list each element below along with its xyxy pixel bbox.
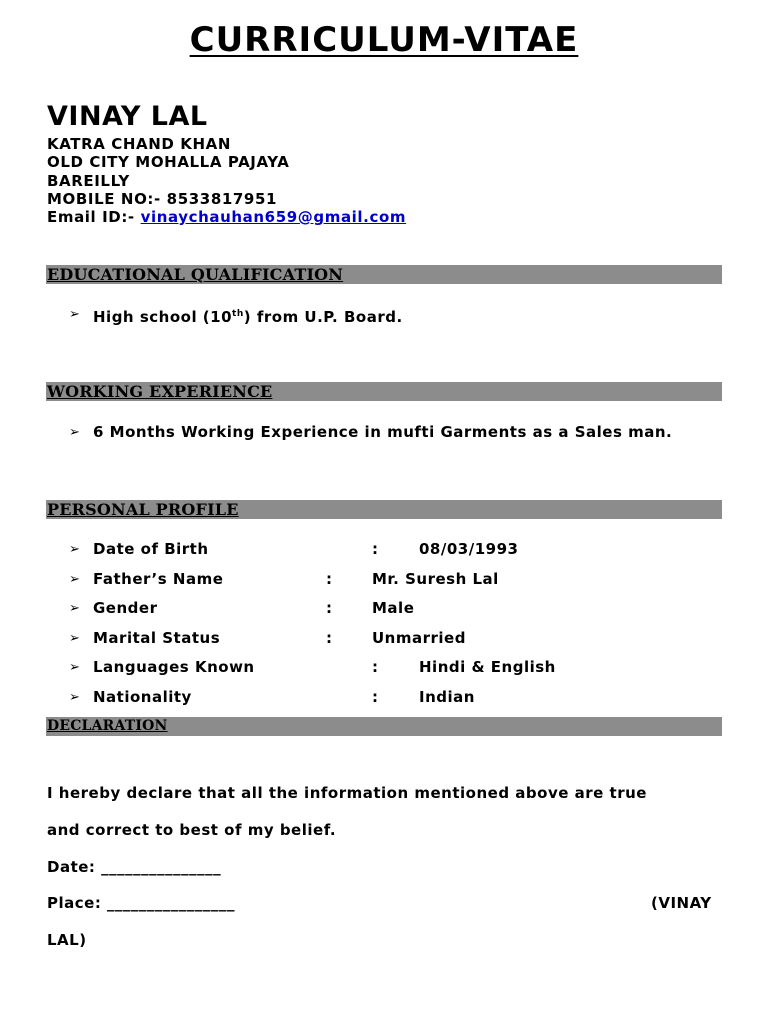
section-header-education bbox=[46, 265, 722, 284]
arrow-bullet-icon: ➢ bbox=[69, 690, 81, 705]
arrow-bullet-icon: ➢ bbox=[69, 601, 81, 616]
document-title: CURRICULUM-VITAE bbox=[189, 20, 579, 60]
declaration-place: Place: ________________ bbox=[47, 894, 236, 912]
profile-colon: : bbox=[326, 629, 333, 647]
email-link[interactable]: vinaychauhan659@gmail.com bbox=[140, 208, 407, 226]
profile-value: Unmarried bbox=[372, 629, 466, 647]
profile-row-nationality bbox=[0, 688, 768, 708]
arrow-bullet-icon: ➢ bbox=[69, 660, 81, 675]
section-title-declaration: DECLARATION bbox=[47, 718, 168, 734]
profile-value: Hindi & English bbox=[419, 658, 556, 676]
profile-colon: : bbox=[372, 540, 379, 558]
section-title-profile: PERSONAL PROFILE bbox=[47, 500, 239, 519]
arrow-bullet-icon: ➢ bbox=[69, 425, 81, 440]
profile-row-marital bbox=[0, 629, 768, 649]
address-line-2: OLD CITY MOHALLA PAJAYA bbox=[47, 153, 290, 171]
profile-label: Date of Birth bbox=[93, 540, 209, 558]
section-header-profile bbox=[46, 500, 722, 519]
arrow-bullet-icon: ➢ bbox=[69, 572, 81, 587]
arrow-bullet-icon: ➢ bbox=[69, 542, 81, 557]
profile-label: Marital Status bbox=[93, 629, 221, 647]
education-item: ➢ High school (10th) from U.P. Board. bbox=[69, 307, 403, 326]
profile-row-gender bbox=[0, 599, 768, 619]
declaration-line-2: and correct to best of my belief. bbox=[47, 821, 337, 839]
address-line-3: BAREILLY bbox=[47, 172, 130, 190]
address-line-1: KATRA CHAND KHAN bbox=[47, 135, 232, 153]
applicant-name: VINAY LAL bbox=[47, 101, 208, 132]
profile-value: 08/03/1993 bbox=[419, 540, 519, 558]
mobile-number: MOBILE NO:- 8533817951 bbox=[47, 190, 278, 208]
arrow-bullet-icon: ➢ bbox=[69, 631, 81, 646]
section-title-education: EDUCATIONAL QUALIFICATION bbox=[47, 265, 344, 284]
profile-row-father bbox=[0, 570, 768, 590]
section-title-experience: WORKING EXPERIENCE bbox=[47, 382, 273, 401]
profile-value: Male bbox=[372, 599, 415, 617]
profile-label: Languages Known bbox=[93, 658, 255, 676]
profile-colon: : bbox=[372, 658, 379, 676]
declaration-line-1: I hereby declare that all the information mentioned above are true bbox=[47, 784, 647, 802]
profile-colon: : bbox=[326, 599, 333, 617]
experience-item: ➢ 6 Months Working Experience in mufti Garments as a Sales man. bbox=[69, 423, 673, 441]
profile-row-dob bbox=[0, 540, 768, 560]
profile-label: Father’s Name bbox=[93, 570, 224, 588]
arrow-bullet-icon: ➢ bbox=[69, 307, 81, 322]
profile-colon: : bbox=[372, 688, 379, 706]
profile-value: Mr. Suresh Lal bbox=[372, 570, 499, 588]
signature-name-part1: (VINAY bbox=[651, 894, 712, 912]
section-header-declaration bbox=[46, 717, 722, 736]
declaration-date: Date: _______________ bbox=[47, 858, 222, 876]
profile-colon: : bbox=[326, 570, 333, 588]
email-label: Email ID:- bbox=[47, 208, 141, 226]
profile-value: Indian bbox=[419, 688, 475, 706]
email-row bbox=[47, 208, 406, 226]
profile-label: Gender bbox=[93, 599, 158, 617]
section-header-experience bbox=[46, 382, 722, 401]
signature-name-part2: LAL) bbox=[47, 931, 87, 949]
profile-label: Nationality bbox=[93, 688, 192, 706]
profile-row-languages bbox=[0, 658, 768, 678]
